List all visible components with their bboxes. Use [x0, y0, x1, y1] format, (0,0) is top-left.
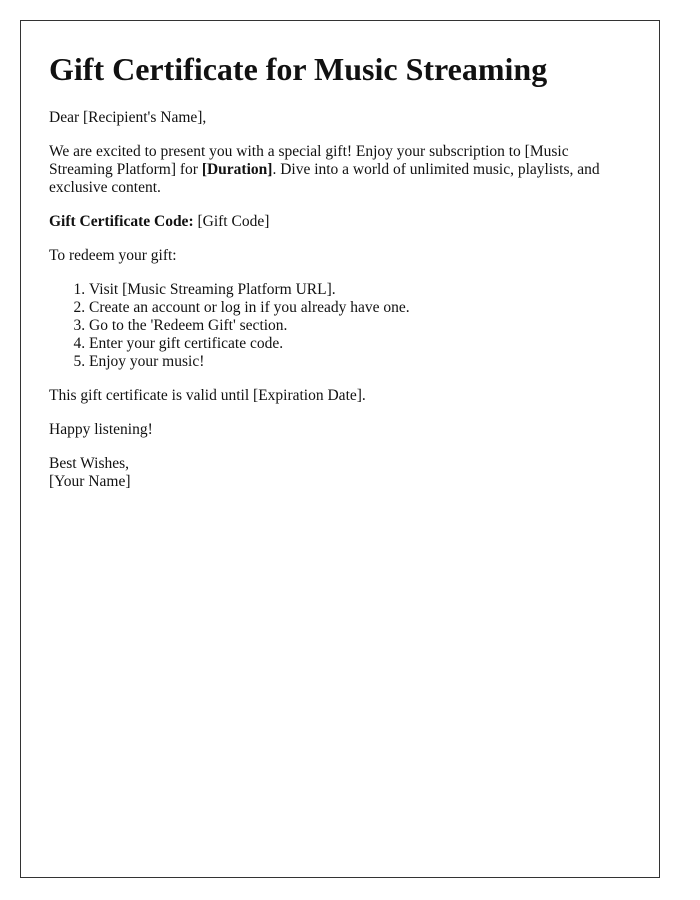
- intro-text-start: We are excited to present you with a special gift! Enjoy your subscription to [Music Streaming Platform] for: [49, 143, 569, 178]
- redeem-step: 1. Visit [Music Streaming Platform URL].: [89, 281, 631, 299]
- page-title: Gift Certificate for Music Streaming: [49, 51, 548, 87]
- gift-code-value: [Gift Code]: [193, 213, 270, 230]
- redeem-steps-list: [49, 281, 631, 371]
- duration-placeholder: [Duration]: [201, 161, 273, 178]
- redeem-step: 2. Create an account or log in if you already have one.: [89, 299, 631, 317]
- closing-line: Happy listening!: [49, 421, 153, 438]
- intro-paragraph: [49, 143, 631, 197]
- salutation: Dear [Recipient's Name],: [49, 109, 207, 126]
- signature-block: [49, 455, 631, 491]
- gift-code-label: Gift Certificate Code:: [49, 213, 194, 230]
- redeem-step: 5. Enjoy your music!: [89, 353, 631, 371]
- redeem-intro: To redeem your gift:: [49, 247, 177, 264]
- signoff: Best Wishes,: [49, 455, 130, 472]
- intro-text-end: . Dive into a world of unlimited music, playlists, and exclusive content.: [49, 161, 600, 196]
- gift-code-line: [49, 213, 631, 231]
- gift-certificate-page: [20, 20, 660, 878]
- signature-name: [Your Name]: [49, 473, 131, 490]
- redeem-step: 4. Enter your gift certificate code.: [89, 335, 631, 353]
- redeem-step: 3. Go to the 'Redeem Gift' section.: [89, 317, 631, 335]
- validity-statement: This gift certificate is valid until [Expiration Date].: [49, 387, 366, 404]
